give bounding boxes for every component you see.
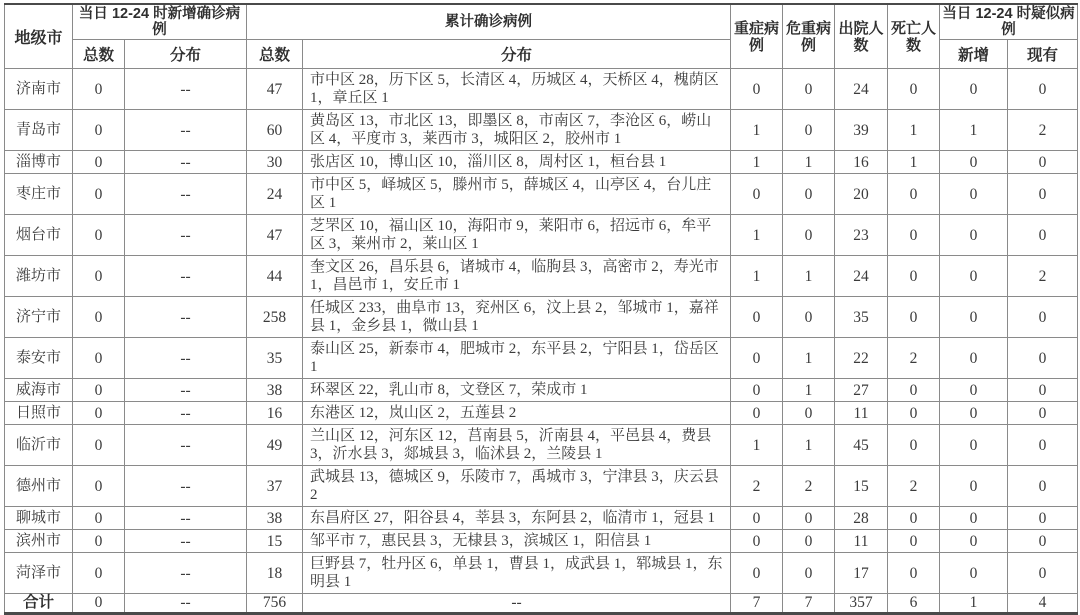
cell-discharged: 39 xyxy=(835,110,888,151)
table-row xyxy=(5,69,1078,110)
cell-deaths: 0 xyxy=(888,507,940,530)
cell-suspected-new: 0 xyxy=(940,553,1008,594)
cell-severe-cases: 7 xyxy=(731,594,783,614)
cell-new-total: 0 xyxy=(73,594,125,614)
cell-cumulative-total: 38 xyxy=(247,507,303,530)
col-header-discharged: 出院人数 xyxy=(835,4,888,69)
table-row xyxy=(5,151,1078,174)
cell-new-total: 0 xyxy=(73,402,125,425)
cell-new-total: 0 xyxy=(73,466,125,507)
cell-discharged: 17 xyxy=(835,553,888,594)
cell-severe-cases: 0 xyxy=(731,402,783,425)
cell-new-distribution: -- xyxy=(125,379,247,402)
cell-city: 济宁市 xyxy=(5,297,73,338)
cell-cumulative-distribution: 黄岛区 13，市北区 13，即墨区 8，市南区 7，李沧区 6，崂山区 4，平度市 3，莱西市 3，城阳区 2，胶州市 1 xyxy=(303,110,731,151)
cell-cumulative-distribution: 环翠区 22，乳山市 8，文登区 7，荣成市 1 xyxy=(303,379,731,402)
table-row xyxy=(5,379,1078,402)
cell-new-distribution: -- xyxy=(125,151,247,174)
table-row xyxy=(5,594,1078,614)
cell-new-total: 0 xyxy=(73,69,125,110)
cell-severe-cases: 1 xyxy=(731,151,783,174)
cell-discharged: 23 xyxy=(835,215,888,256)
cell-suspected-new: 0 xyxy=(940,379,1008,402)
cell-cumulative-distribution: 市中区 28，历下区 5，长清区 4，历城区 4，天桥区 4，槐荫区 1，章丘区 1 xyxy=(303,69,731,110)
cell-suspected-new: 0 xyxy=(940,215,1008,256)
cell-new-distribution: -- xyxy=(125,256,247,297)
cell-suspected-existing: 0 xyxy=(1008,466,1078,507)
cell-suspected-new: 0 xyxy=(940,174,1008,215)
cell-severe-cases: 0 xyxy=(731,174,783,215)
cell-new-distribution: -- xyxy=(125,553,247,594)
cell-severe-cases: 0 xyxy=(731,553,783,594)
cell-suspected-existing: 2 xyxy=(1008,110,1078,151)
table-row xyxy=(5,425,1078,466)
cell-deaths: 0 xyxy=(888,425,940,466)
cell-discharged: 24 xyxy=(835,69,888,110)
cell-severe-cases: 1 xyxy=(731,215,783,256)
cell-city: 济南市 xyxy=(5,69,73,110)
cell-discharged: 22 xyxy=(835,338,888,379)
cell-cumulative-total: 258 xyxy=(247,297,303,338)
cell-city: 潍坊市 xyxy=(5,256,73,297)
cell-severe-cases: 0 xyxy=(731,297,783,338)
cell-critical-cases: 1 xyxy=(783,379,835,402)
cell-cumulative-distribution: 武城县 13，德城区 9，乐陵市 7，禹城市 3，宁津县 3，庆云县 2 xyxy=(303,466,731,507)
cell-cumulative-total: 60 xyxy=(247,110,303,151)
cell-severe-cases: 0 xyxy=(731,507,783,530)
cell-deaths: 0 xyxy=(888,297,940,338)
cell-new-distribution: -- xyxy=(125,338,247,379)
header-group-row xyxy=(5,4,1078,40)
cell-critical-cases: 7 xyxy=(783,594,835,614)
cell-suspected-new: 0 xyxy=(940,425,1008,466)
cell-deaths: 0 xyxy=(888,379,940,402)
cell-suspected-new: 0 xyxy=(940,338,1008,379)
cell-discharged: 11 xyxy=(835,530,888,553)
cell-cumulative-distribution: 东港区 12，岚山区 2，五莲县 2 xyxy=(303,402,731,425)
table-row xyxy=(5,530,1078,553)
cell-cumulative-total: 38 xyxy=(247,379,303,402)
table-row xyxy=(5,507,1078,530)
cell-cumulative-distribution: 任城区 233，曲阜市 13，兖州区 6，汶上县 2，邹城市 1，嘉祥县 1，金乡县 1，微山县 1 xyxy=(303,297,731,338)
cell-city: 泰安市 xyxy=(5,338,73,379)
cell-severe-cases: 0 xyxy=(731,530,783,553)
col-header-suspected-existing: 现有 xyxy=(1008,40,1078,69)
cell-severe-cases: 2 xyxy=(731,466,783,507)
cell-suspected-new: 0 xyxy=(940,466,1008,507)
cell-city: 青岛市 xyxy=(5,110,73,151)
cell-suspected-existing: 0 xyxy=(1008,507,1078,530)
col-header-cumulative-distribution: 分布 xyxy=(303,40,731,69)
cell-cumulative-distribution: 泰山区 25，新泰市 4，肥城市 2，东平县 2，宁阳县 1，岱岳区 1 xyxy=(303,338,731,379)
cell-new-total: 0 xyxy=(73,215,125,256)
cell-suspected-existing: 0 xyxy=(1008,338,1078,379)
cell-severe-cases: 0 xyxy=(731,379,783,402)
table-row xyxy=(5,256,1078,297)
cell-critical-cases: 0 xyxy=(783,507,835,530)
cell-discharged: 45 xyxy=(835,425,888,466)
cell-deaths: 0 xyxy=(888,553,940,594)
cell-discharged: 35 xyxy=(835,297,888,338)
cell-new-total: 0 xyxy=(73,507,125,530)
cell-deaths: 1 xyxy=(888,151,940,174)
cell-discharged: 24 xyxy=(835,256,888,297)
cell-deaths: 1 xyxy=(888,110,940,151)
col-header-new-distribution: 分布 xyxy=(125,40,247,69)
cell-severe-cases: 1 xyxy=(731,110,783,151)
cell-cumulative-total: 24 xyxy=(247,174,303,215)
cell-discharged: 27 xyxy=(835,379,888,402)
cell-deaths: 0 xyxy=(888,174,940,215)
cell-critical-cases: 0 xyxy=(783,297,835,338)
cell-critical-cases: 0 xyxy=(783,215,835,256)
col-header-new-total: 总数 xyxy=(73,40,125,69)
cell-suspected-new: 0 xyxy=(940,256,1008,297)
cell-suspected-existing: 4 xyxy=(1008,594,1078,614)
cell-city: 烟台市 xyxy=(5,215,73,256)
cell-critical-cases: 2 xyxy=(783,466,835,507)
cell-cumulative-distribution: 张店区 10，博山区 10，淄川区 8，周村区 1，桓台县 1 xyxy=(303,151,731,174)
cell-suspected-new: 0 xyxy=(940,507,1008,530)
cell-deaths: 0 xyxy=(888,69,940,110)
cell-new-distribution: -- xyxy=(125,594,247,614)
table-header xyxy=(5,4,1078,69)
cell-cumulative-distribution: 巨野县 7，牡丹区 6，单县 1，曹县 1，成武县 1，郓城县 1，东明县 1 xyxy=(303,553,731,594)
cell-cumulative-distribution: 奎文区 26，昌乐县 6，诸城市 4，临朐县 3，高密市 2，寿光市 1，昌邑市 1，安丘市 1 xyxy=(303,256,731,297)
cell-suspected-existing: 0 xyxy=(1008,402,1078,425)
cell-critical-cases: 0 xyxy=(783,69,835,110)
cell-new-total: 0 xyxy=(73,151,125,174)
table-body xyxy=(5,69,1078,614)
cell-cumulative-distribution: 邹平市 7，惠民县 3，无棣县 3，滨城区 1，阳信县 1 xyxy=(303,530,731,553)
cell-new-total: 0 xyxy=(73,338,125,379)
cell-suspected-new: 1 xyxy=(940,594,1008,614)
cell-new-distribution: -- xyxy=(125,297,247,338)
cell-new-total: 0 xyxy=(73,553,125,594)
cell-critical-cases: 1 xyxy=(783,425,835,466)
cell-critical-cases: 1 xyxy=(783,256,835,297)
cell-new-distribution: -- xyxy=(125,425,247,466)
col-header-cumulative-total: 总数 xyxy=(247,40,303,69)
cell-deaths: 2 xyxy=(888,466,940,507)
cell-severe-cases: 1 xyxy=(731,425,783,466)
cell-suspected-new: 0 xyxy=(940,530,1008,553)
cell-critical-cases: 1 xyxy=(783,338,835,379)
cell-cumulative-total: 49 xyxy=(247,425,303,466)
cell-severe-cases: 0 xyxy=(731,338,783,379)
cell-critical-cases: 0 xyxy=(783,530,835,553)
cell-city: 日照市 xyxy=(5,402,73,425)
cell-deaths: 0 xyxy=(888,215,940,256)
cell-cumulative-distribution: 市中区 5，峄城区 5，滕州市 5，薛城区 4，山亭区 4，台儿庄区 1 xyxy=(303,174,731,215)
cell-cumulative-distribution: -- xyxy=(303,594,731,614)
cell-discharged: 15 xyxy=(835,466,888,507)
cell-suspected-new: 0 xyxy=(940,297,1008,338)
col-header-suspected-new: 新增 xyxy=(940,40,1008,69)
cell-critical-cases: 1 xyxy=(783,151,835,174)
table-row xyxy=(5,553,1078,594)
cell-new-distribution: -- xyxy=(125,174,247,215)
cell-cumulative-total: 44 xyxy=(247,256,303,297)
cell-city: 菏泽市 xyxy=(5,553,73,594)
col-group-new-confirmed: 当日 12-24 时新增确诊病例 xyxy=(73,4,247,40)
cell-critical-cases: 0 xyxy=(783,402,835,425)
cell-cumulative-total: 37 xyxy=(247,466,303,507)
cell-new-total: 0 xyxy=(73,174,125,215)
cell-city: 滨州市 xyxy=(5,530,73,553)
table-row xyxy=(5,110,1078,151)
cell-cumulative-total: 47 xyxy=(247,215,303,256)
cell-deaths: 0 xyxy=(888,402,940,425)
cell-new-total: 0 xyxy=(73,530,125,553)
cell-severe-cases: 1 xyxy=(731,256,783,297)
cell-cumulative-distribution: 东昌府区 27，阳谷县 4，莘县 3，东阿县 2，临清市 1，冠县 1 xyxy=(303,507,731,530)
cell-new-distribution: -- xyxy=(125,215,247,256)
cell-critical-cases: 0 xyxy=(783,110,835,151)
cell-new-total: 0 xyxy=(73,297,125,338)
cell-discharged: 20 xyxy=(835,174,888,215)
cell-deaths: 0 xyxy=(888,256,940,297)
cell-deaths: 6 xyxy=(888,594,940,614)
cell-cumulative-distribution: 芝罘区 10，福山区 10，海阳市 9，莱阳市 6，招远市 6，牟平区 3，莱州市 2，莱山区 1 xyxy=(303,215,731,256)
cell-cumulative-total: 15 xyxy=(247,530,303,553)
cell-cumulative-total: 16 xyxy=(247,402,303,425)
cell-city: 德州市 xyxy=(5,466,73,507)
cell-cumulative-total: 18 xyxy=(247,553,303,594)
cell-city: 枣庄市 xyxy=(5,174,73,215)
table-row xyxy=(5,466,1078,507)
cell-city: 聊城市 xyxy=(5,507,73,530)
cell-new-distribution: -- xyxy=(125,402,247,425)
cell-suspected-existing: 0 xyxy=(1008,379,1078,402)
cell-suspected-existing: 0 xyxy=(1008,215,1078,256)
cell-new-total: 0 xyxy=(73,110,125,151)
cell-cumulative-total: 47 xyxy=(247,69,303,110)
cell-deaths: 2 xyxy=(888,338,940,379)
cell-suspected-new: 0 xyxy=(940,69,1008,110)
table-row xyxy=(5,402,1078,425)
cell-new-total: 0 xyxy=(73,425,125,466)
cell-discharged: 28 xyxy=(835,507,888,530)
cell-new-distribution: -- xyxy=(125,507,247,530)
table-row xyxy=(5,297,1078,338)
cell-new-distribution: -- xyxy=(125,530,247,553)
cell-cumulative-total: 756 xyxy=(247,594,303,614)
cell-discharged: 357 xyxy=(835,594,888,614)
cell-critical-cases: 0 xyxy=(783,174,835,215)
covid-statistics-table xyxy=(4,3,1078,615)
col-group-cumulative-confirmed: 累计确诊病例 xyxy=(247,4,731,40)
cell-suspected-new: 0 xyxy=(940,151,1008,174)
cell-suspected-existing: 0 xyxy=(1008,174,1078,215)
cell-suspected-existing: 0 xyxy=(1008,151,1078,174)
cell-cumulative-distribution: 兰山区 12，河东区 12，莒南县 5，沂南县 4，平邑县 4，费县 3，沂水县 3，郯城县 3，临沭县 2，兰陵县 1 xyxy=(303,425,731,466)
cell-suspected-existing: 0 xyxy=(1008,530,1078,553)
cell-critical-cases: 0 xyxy=(783,553,835,594)
col-header-deaths: 死亡人数 xyxy=(888,4,940,69)
table-row xyxy=(5,174,1078,215)
table-row xyxy=(5,215,1078,256)
cell-deaths: 0 xyxy=(888,530,940,553)
cell-severe-cases: 0 xyxy=(731,69,783,110)
col-header-critical-cases: 危重病例 xyxy=(783,4,835,69)
cell-new-total: 0 xyxy=(73,379,125,402)
cell-suspected-existing: 0 xyxy=(1008,425,1078,466)
cell-new-distribution: -- xyxy=(125,110,247,151)
cell-cumulative-total: 30 xyxy=(247,151,303,174)
cell-city: 临沂市 xyxy=(5,425,73,466)
cell-city: 合计 xyxy=(5,594,73,614)
cell-suspected-existing: 0 xyxy=(1008,297,1078,338)
col-header-severe-cases: 重症病例 xyxy=(731,4,783,69)
col-group-suspected-cases: 当日 12-24 时疑似病例 xyxy=(940,4,1078,40)
cell-suspected-new: 1 xyxy=(940,110,1008,151)
cell-cumulative-total: 35 xyxy=(247,338,303,379)
cell-city: 威海市 xyxy=(5,379,73,402)
cell-new-total: 0 xyxy=(73,256,125,297)
cell-suspected-existing: 0 xyxy=(1008,69,1078,110)
cell-discharged: 16 xyxy=(835,151,888,174)
col-header-city: 地级市 xyxy=(5,4,73,69)
cell-suspected-existing: 2 xyxy=(1008,256,1078,297)
cell-new-distribution: -- xyxy=(125,69,247,110)
cell-suspected-existing: 0 xyxy=(1008,553,1078,594)
cell-new-distribution: -- xyxy=(125,466,247,507)
cell-suspected-new: 0 xyxy=(940,402,1008,425)
cell-city: 淄博市 xyxy=(5,151,73,174)
cell-discharged: 11 xyxy=(835,402,888,425)
table-row xyxy=(5,338,1078,379)
